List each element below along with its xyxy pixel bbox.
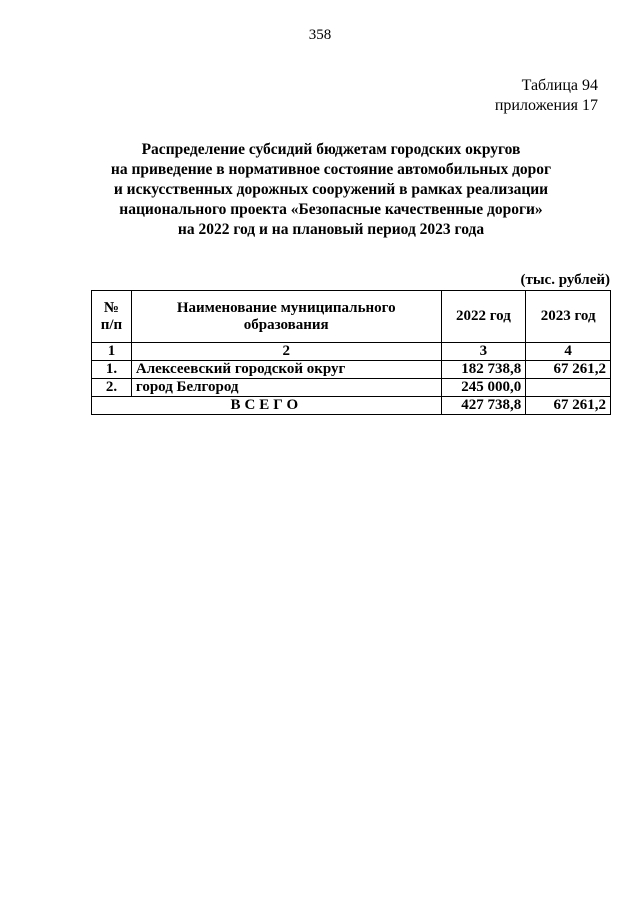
title-line: национального проекта «Безопасные качественные дороги» — [119, 201, 543, 218]
header-name: Наименование муниципального образования — [131, 291, 441, 343]
title-line: на 2022 год и на плановый период 2023 года — [177, 221, 485, 238]
table-reference — [495, 76, 598, 116]
title-line: Распределение субсидий бюджетам городских округов — [141, 141, 521, 158]
total-label: ВСЕГО — [92, 397, 442, 415]
row-value-2023: 67 261,2 — [526, 361, 611, 379]
header-2023: 2023 год — [526, 291, 611, 343]
table-header-row — [92, 291, 611, 343]
row-value-2023 — [526, 379, 611, 397]
total-row — [92, 397, 611, 415]
row-num: 1. — [92, 361, 132, 379]
table-ref-line-2: приложения 17 — [494, 97, 598, 114]
column-number: 4 — [526, 343, 611, 361]
row-num: 2. — [92, 379, 132, 397]
page-number: 358 — [308, 27, 332, 43]
row-value-2022: 182 738,8 — [441, 361, 526, 379]
title-line: и искусственных дорожных сооружений в рамках реализации — [113, 181, 549, 198]
total-value-2022: 427 738,8 — [441, 397, 526, 415]
column-number: 1 — [92, 343, 132, 361]
column-number: 2 — [131, 343, 441, 361]
row-name: город Белгород — [131, 379, 441, 397]
title-line: на приведение в нормативное состояние автомобильных дорог — [110, 161, 552, 178]
row-name: Алексеевский городской округ — [131, 361, 441, 379]
table-row — [92, 361, 611, 379]
column-number: 3 — [441, 343, 526, 361]
table-ref-line-1: Таблица 94 — [521, 77, 598, 94]
header-2022: 2022 год — [441, 291, 526, 343]
header-num: № п/п — [92, 291, 132, 343]
document-title — [96, 140, 566, 240]
column-number-row — [92, 343, 611, 361]
subsidy-table — [91, 290, 611, 415]
row-value-2022: 245 000,0 — [441, 379, 526, 397]
units-label: (тыс. рублей) — [520, 272, 610, 288]
table-row — [92, 379, 611, 397]
total-value-2023: 67 261,2 — [526, 397, 611, 415]
